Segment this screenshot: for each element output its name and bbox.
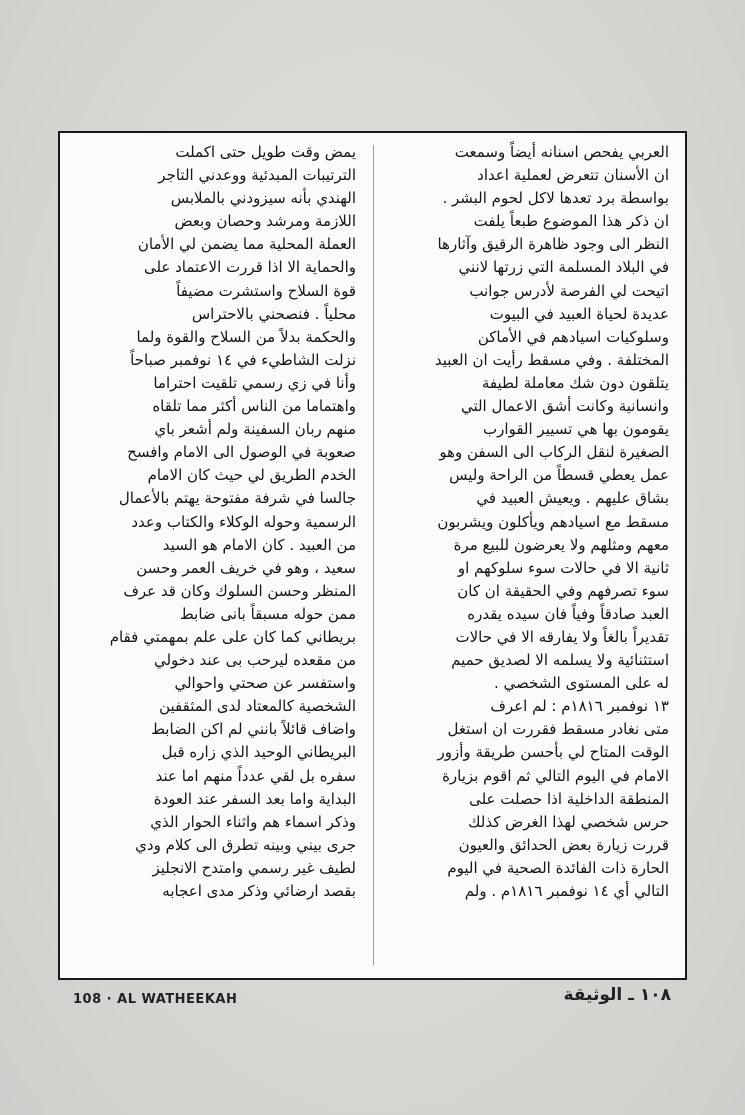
text-line: وأنا في زي رسمي تلقيت احتراما xyxy=(153,373,356,392)
text-line: الشخصية كالمعتاد لدى المثقفين xyxy=(159,697,356,716)
text-line: المنظر وحسن السلوك وكان قد عرف xyxy=(123,581,356,600)
text-line: واستفسر عن صحتي واحوالي xyxy=(174,674,356,693)
column-divider xyxy=(373,145,374,965)
text-line: منهم ربان السفينة ولم أشعر باي xyxy=(154,420,356,439)
text-line: سوء تصرفهم وفي الحقيقة ان كان xyxy=(457,581,669,600)
text-line: تقديراً بالغاً ولا يفارقه الا في حالات xyxy=(455,627,669,646)
text-line: العبد صادقاً وفياً فان سيده يقدره xyxy=(467,604,669,623)
text-line: والحماية الا اذا قررت الاعتماد على xyxy=(143,258,356,277)
text-line: يتلقون دون شك معاملة لطيفة xyxy=(481,373,669,392)
page-number-arabic: ١٠٨ ـ الوثيقة xyxy=(563,985,671,1005)
text-line: وذكر اسماء هم واثناء الحوار الذي xyxy=(150,812,356,831)
page-number-latin: 108 · AL WATHEEKAH xyxy=(73,992,238,1007)
text-line: يمض وقت طويل حتى اكملت xyxy=(175,143,356,161)
text-line: الوقت المتاح لي بأحسن طريقة وأزور xyxy=(437,743,669,762)
text-line: المختلفة . وفي مسقط رأيت ان العبيد xyxy=(434,350,669,369)
text-line: صعوبة في الوصول الى الامام وافسح xyxy=(127,443,356,462)
text-line: البداية واما بعد السفر عند العودة xyxy=(153,789,356,808)
text-line: الهندي بأنه سيزودني بالملابس xyxy=(170,189,356,208)
text-line: استثنائية ولا يسلمه الا لصديق حميم xyxy=(451,651,669,670)
text-line: اتيحت لي الفرصة لأدرس جوانب xyxy=(469,281,669,300)
text-line: الامام في اليوم التالي ثم اقوم بزيارة xyxy=(442,766,669,785)
text-line: النظر الى وجود ظاهرة الرقيق وآثارها xyxy=(437,235,669,254)
text-line: سعيد ، وهو في خريف العمر وحسن xyxy=(136,558,356,577)
text-line: مسقط مع اسيادهم ويأكلون ويشربون xyxy=(437,512,669,531)
text-line: محلياً . فنصحني بالاحتراس xyxy=(191,304,356,323)
text-line: العربي يفحص اسنانه أيضاً وسمعت xyxy=(454,143,669,161)
text-line: الرسمية وحوله الوكلاء والكتاب وعدد xyxy=(131,512,356,531)
text-line: اللازمة ومرشد وحصان وبعض xyxy=(174,212,356,231)
text-line: متى نغادر مسقط فقررت ان استغل xyxy=(447,720,669,739)
text-line: عديدة لحياة العبيد في البيوت xyxy=(489,304,669,323)
text-line: من العبيد . كان الامام هو السيد xyxy=(162,535,356,554)
text-line: الصغيرة لنقل الركاب الى السفن وهو xyxy=(439,443,669,462)
text-line: يقومون بها هي تسيير القوارب xyxy=(483,420,669,439)
text-line: لطيف غير رسمي وامتدح الانجليز xyxy=(152,858,356,877)
text-line: وسلوكيات اسيادهم في الأماكن xyxy=(477,327,669,346)
text-line: قوة السلاح واستشرت مضيفاً xyxy=(176,281,356,300)
text-line: جرى بيني وبينه تطرق الى كلام ودي xyxy=(135,835,356,854)
article-frame xyxy=(58,131,687,980)
text-line: والحكمة بدلاً من السلاح والقوة ولما xyxy=(136,327,356,346)
text-line: ان ذكر هذا الموضوع طبعاً يلفت xyxy=(473,212,669,231)
text-line: البريطاني الوحيد الذي زاره قبل xyxy=(161,743,356,762)
text-line: التالي أي ١٤ نوفمبر ١٨١٦م . ولم xyxy=(464,882,669,900)
text-line: ان الأسنان تتعرض لعملية اعداد xyxy=(477,166,669,185)
text-line: عمل يعطي قسطاً من الراحة وليس xyxy=(449,466,669,485)
text-line: الخدم الطريق لي حيث كان الامام xyxy=(147,466,356,485)
text-line: الترتيبات المبدئية ووعدني التاجر xyxy=(158,166,356,185)
text-line: بواسطة برد تعدها لاكل لحوم البشر . xyxy=(442,189,669,208)
text-line: نزلت الشاطيء في ١٤ نوفمبر صباحاً xyxy=(130,350,356,369)
right-text-column xyxy=(387,141,669,903)
text-line: في البلاد المسلمة التي زرتها لانني xyxy=(458,258,669,277)
text-line: بشاق عليهم . ويعيش العبيد في xyxy=(476,489,669,508)
text-line: حرس شخصي لهذا الغرض كذلك xyxy=(468,812,669,831)
text-line: بريطاني كما كان على علم بمهمتي فقام xyxy=(109,627,356,646)
text-line: المنطقة الداخلية اذا حصلت على xyxy=(469,789,669,808)
text-line: ١٣ نوفمبر ١٨١٦م : لم اعرف xyxy=(490,697,669,716)
left-text-column xyxy=(74,141,356,903)
text-line: وانسانية وكانت أشق الاعمال التي xyxy=(460,397,669,416)
text-line: واهتماما من الناس أكثر مما تلقاه xyxy=(152,397,356,416)
text-line: ممن حوله مسبقاً بانى ضابط xyxy=(179,604,356,623)
text-line: سفره بل لقي عدداً منهم اما عند xyxy=(155,766,356,785)
text-line: واضاف قائلاً بانني لم اكن الضابط xyxy=(151,720,356,739)
text-line: جالسا في شرفة مفتوحة يهتم بالأعمال xyxy=(118,489,356,508)
text-line: قررت زيارة بعض الحدائق والعيون xyxy=(458,835,669,854)
text-line: الحارة ذات الفائدة الصحية في اليوم xyxy=(447,858,669,877)
text-line: من مقعده ليرحب بى عند دخولي xyxy=(153,651,356,670)
text-line: له على المستوى الشخصي . xyxy=(494,674,669,693)
text-line: معهم ومثلهم ولا يعرضون للبيع مرة xyxy=(453,535,669,554)
text-line: بقصد ارضائي وذكر مدى اعجابه xyxy=(162,882,356,900)
text-line: ثانية الا في حالات سوء سلوكهم او xyxy=(457,558,669,577)
text-line: العملة المحلية مما يضمن لي الأمان xyxy=(137,235,356,254)
